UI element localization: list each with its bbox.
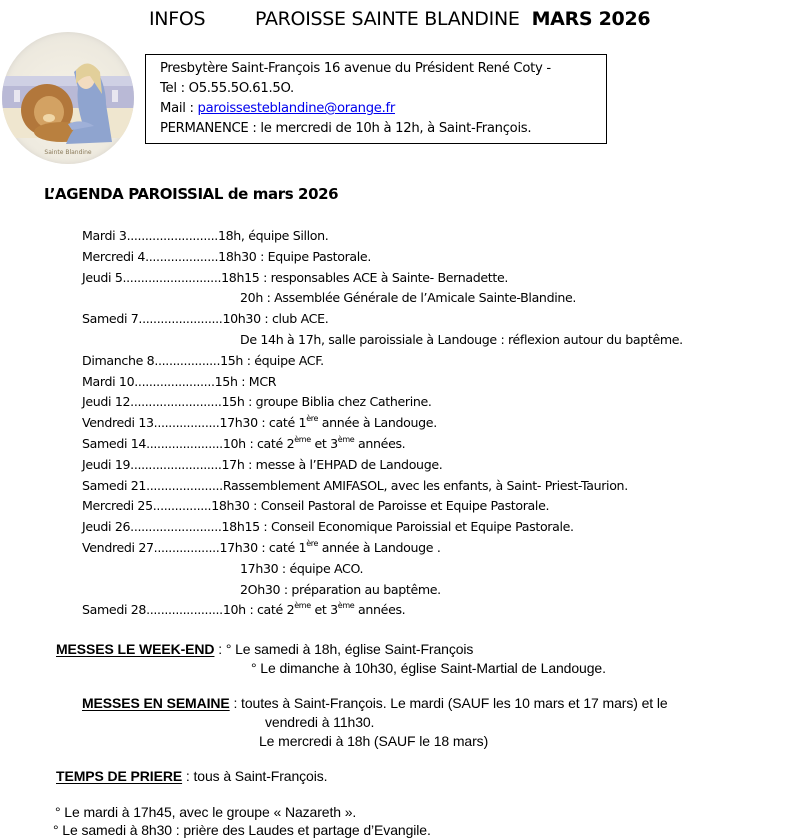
- agenda-row: [82, 413, 683, 434]
- agenda-event-text: 17h30 : caté 1: [219, 539, 307, 555]
- agenda-event: 18h30 : Equipe Pastorale.: [218, 248, 371, 264]
- contact-info-box: [145, 54, 607, 144]
- weekday-heading: MESSES EN SEMAINE: [82, 695, 230, 711]
- weekend-line-1: : ° Le samedi à 18h, église Saint-François: [214, 641, 474, 657]
- agenda-day: Mardi 3.........................: [82, 228, 218, 243]
- ordinal-suffix: ème: [294, 601, 311, 611]
- agenda-day: Vendredi 27..................: [82, 539, 220, 555]
- mail-line: [160, 99, 606, 119]
- prayer-item-2: ° Le samedi à 8h30 : prière des Laudes et partage d’Evangile.: [53, 822, 431, 838]
- agenda-row: [82, 455, 683, 476]
- prayer-line-1: : tous à Saint-François.: [182, 768, 328, 784]
- agenda-event: [223, 434, 406, 455]
- agenda-day: Mercredi 25................: [82, 498, 212, 514]
- weekday-line-2: vendredi à 11h30.: [265, 714, 375, 730]
- agenda-event-text: 10h : caté 2: [222, 602, 295, 618]
- ordinal-suffix: ème: [337, 434, 355, 444]
- agenda-event-text: 10h : caté 2: [222, 435, 295, 451]
- agenda-row: [82, 496, 683, 517]
- agenda-day: Jeudi 12.........................: [82, 394, 222, 410]
- agenda-day: Samedi 7.......................: [82, 311, 223, 327]
- agenda-event: 15h : équipe ACF.: [220, 352, 324, 368]
- weekend-masses: [56, 640, 473, 658]
- agenda-event: 2Oh30 : préparation au baptême.: [240, 581, 441, 597]
- agenda-event: 18h15 : Conseil Economique Paroissial et Equipe Pastorale.: [221, 519, 574, 535]
- agenda-row: [82, 330, 683, 351]
- agenda-event: [219, 538, 440, 559]
- ordinal-suffix: ème: [337, 601, 355, 611]
- ordinal-suffix: ème: [294, 434, 311, 444]
- agenda-event: 18h15 : responsables ACE à Sainte- Bernadette.: [221, 269, 509, 285]
- email-link[interactable]: paroissesteblandine@orange.fr: [197, 101, 395, 116]
- weekday-line-1: : toutes à Saint-François. Le mardi (SAUF les 10 mars et 17 mars) et le: [229, 695, 668, 711]
- title-infos: INFOS: [149, 8, 206, 30]
- agenda-event: 20h : Assemblée Générale de l’Amicale Sainte-Blandine.: [240, 290, 577, 306]
- agenda-event-text: 17h30 : caté 1: [219, 415, 307, 431]
- agenda-event: 15h : groupe Biblia chez Catherine.: [221, 394, 432, 410]
- agenda-event-text: année à Landouge.: [318, 415, 437, 431]
- agenda-row: [82, 434, 683, 455]
- agenda-row: [82, 226, 683, 247]
- agenda-event-text: et 3: [310, 435, 338, 451]
- agenda-day: Samedi 28.....................: [82, 602, 223, 618]
- weekend-line-2: ° Le dimanche à 10h30, église Saint-Martial de Landouge.: [251, 660, 606, 676]
- agenda-event: De 14h à 17h, salle paroissiale à Landouge : réflexion autour du baptême.: [240, 331, 683, 347]
- prayer-times: [56, 767, 327, 785]
- ordinal-suffix: ère: [306, 414, 319, 424]
- agenda-day: Vendredi 13..................: [82, 415, 220, 431]
- prayer-item-1: ° Le mardi à 17h45, avec le groupe « Nazareth ».: [55, 804, 357, 820]
- agenda-row: [82, 580, 683, 601]
- agenda-day: Mercredi 4....................: [82, 248, 219, 264]
- page-title: [149, 8, 650, 30]
- agenda-event: 18h30 : Conseil Pastoral de Paroisse et Equipe Pastorale.: [211, 498, 550, 514]
- agenda-event: 17h : messe à l’EHPAD de Landouge.: [221, 456, 443, 472]
- agenda-row: [82, 247, 683, 268]
- agenda-row: [82, 288, 683, 309]
- logo-caption: Sainte Blandine: [44, 149, 92, 156]
- agenda-event: Rassemblement AMIFASOL, avec les enfants, à Saint- Priest-Taurion.: [222, 477, 628, 493]
- tel-line: Tel : O5.55.5O.61.5O.: [160, 81, 294, 96]
- agenda-row: [82, 309, 683, 330]
- weekend-heading: MESSES LE WEEK-END: [56, 641, 215, 657]
- agenda-list: [82, 226, 683, 621]
- agenda-event-text: année à Landouge .: [318, 539, 441, 555]
- address-line: Presbytère Saint-François 16 avenue du Président René Coty -: [160, 61, 551, 76]
- agenda-day: Jeudi 5...........................: [82, 269, 222, 285]
- weekday-masses: [82, 694, 668, 712]
- agenda-row: [82, 600, 683, 621]
- agenda-event: 17h30 : équipe ACO.: [240, 560, 364, 576]
- sainte-blandine-lion-illustration: [2, 32, 134, 164]
- agenda-event: 15h : MCR: [214, 373, 277, 389]
- agenda-day: Dimanche 8..................: [82, 352, 221, 368]
- agenda-event-text: et 3: [310, 602, 338, 618]
- agenda-row: [82, 372, 683, 393]
- agenda-day: Jeudi 26.........................: [82, 519, 222, 535]
- agenda-day: Jeudi 19.........................: [82, 456, 222, 472]
- agenda-row: [82, 559, 683, 580]
- weekday-line-3: Le mercredi à 18h (SAUF le 18 mars): [259, 733, 489, 749]
- agenda-event-text: années.: [354, 435, 406, 451]
- agenda-event: [223, 600, 406, 621]
- agenda-row: [82, 476, 683, 497]
- agenda-event-text: années.: [354, 602, 406, 618]
- agenda-row: [82, 351, 683, 372]
- prayer-heading: TEMPS DE PRIERE: [56, 768, 183, 784]
- agenda-row: [82, 392, 683, 413]
- agenda-event: [219, 413, 436, 434]
- permanence-line: PERMANENCE : le mercredi de 10h à 12h, à Saint-François.: [160, 121, 532, 136]
- agenda-row: [82, 517, 683, 538]
- agenda-title: L’AGENDA PAROISSIAL de mars 2026: [44, 185, 339, 203]
- parish-logo: [2, 32, 134, 164]
- agenda-event: 18h, équipe Sillon.: [217, 228, 329, 243]
- agenda-day: Samedi 14.....................: [82, 435, 223, 451]
- title-month: MARS 2026: [531, 8, 651, 30]
- mail-label: Mail :: [160, 101, 198, 116]
- title-parish: PAROISSE SAINTE BLANDINE: [255, 8, 520, 30]
- agenda-event: 10h30 : club ACE.: [222, 311, 329, 327]
- agenda-row: [82, 538, 683, 559]
- ordinal-suffix: ère: [306, 538, 319, 548]
- agenda-day: Mardi 10......................: [82, 373, 215, 389]
- agenda-row: [82, 268, 683, 289]
- agenda-day: Samedi 21.....................: [82, 477, 223, 493]
